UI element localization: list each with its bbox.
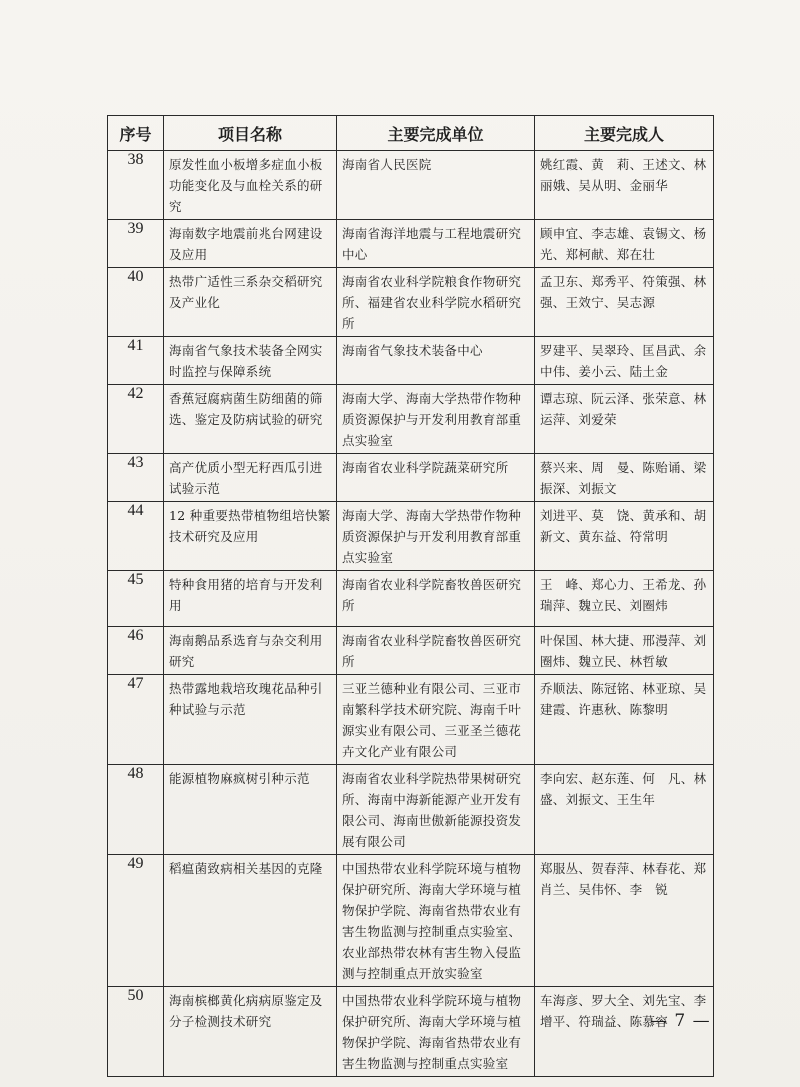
- row-number: 42: [108, 385, 164, 454]
- table-row: [108, 454, 714, 502]
- project-cell: [164, 151, 337, 220]
- table-row: [108, 151, 714, 220]
- people-cell: [535, 765, 720, 855]
- table-row: [108, 337, 714, 385]
- people-cell: [535, 502, 714, 571]
- table-row: [108, 627, 714, 675]
- unit-name: 海南省农业科学院热带果树研究所、海南中海新能源产业开发有限公司、海南世傲新能源投资发展有限公司: [342, 771, 522, 849]
- table-row: [108, 675, 714, 765]
- header-project: 项目名称: [164, 116, 337, 151]
- unit-name: 海南省海洋地震与工程地震研究中心: [342, 226, 522, 262]
- row-number: 50: [108, 987, 164, 1077]
- unit-cell: [337, 151, 535, 220]
- unit-cell: [337, 627, 535, 675]
- unit-cell: [337, 454, 535, 502]
- table-row: [108, 502, 714, 571]
- row-number: 38: [108, 151, 164, 220]
- header-index: 序号: [108, 116, 164, 151]
- people-cell: [535, 627, 714, 675]
- project-cell: [164, 627, 337, 675]
- unit-cell: [337, 987, 535, 1077]
- project-name: 特种食用猪的培育与开发利用: [169, 577, 323, 613]
- project-cell: [164, 571, 337, 627]
- people-names: 王 峰、郑心力、王希龙、孙瑞萍、魏立民、刘圈炜: [540, 577, 707, 613]
- row-number: 43: [108, 454, 164, 502]
- unit-name: 海南省农业科学院蔬菜研究所: [342, 460, 509, 475]
- row-number: 40: [108, 268, 164, 337]
- project-cell: [164, 337, 337, 385]
- project-name: 海南鹅品系选育与杂交利用研究: [169, 633, 323, 669]
- project-cell: [164, 502, 337, 571]
- header-unit: 主要完成单位: [337, 116, 535, 151]
- table-row: [108, 220, 714, 268]
- people-names: 叶保国、林大捷、邢漫萍、刘圈炜、魏立民、林哲敏: [540, 633, 707, 669]
- unit-name: 海南省人民医院: [342, 157, 432, 172]
- row-number: 48: [108, 765, 164, 855]
- people-names: 蔡兴来、周 曼、陈贻诵、梁振深、刘振文: [540, 460, 707, 496]
- project-name: 原发性血小板增多症血小板功能变化及与血栓关系的研究: [169, 157, 323, 214]
- row-number: 44: [108, 502, 164, 571]
- project-name: 香蕉冠腐病菌生防细菌的筛选、鉴定及防病试验的研究: [169, 391, 323, 427]
- people-cell: [535, 454, 714, 502]
- table-row: [108, 571, 714, 627]
- awards-table: [107, 115, 720, 1077]
- project-name: 12 种重要热带植物组培快繁技术研究及应用: [169, 508, 331, 544]
- people-names: 罗建平、吴翠玲、匡昌武、余中伟、姜小云、陆土金: [540, 343, 707, 379]
- project-cell: [164, 454, 337, 502]
- row-number: 39: [108, 220, 164, 268]
- project-name: 热带广适性三系杂交稻研究及产业化: [169, 274, 323, 310]
- row-number: 47: [108, 675, 164, 765]
- project-name: 海南数字地震前兆台网建设及应用: [169, 226, 323, 262]
- table-row: [108, 268, 714, 337]
- people-names: 车海彦、罗大全、刘先宝、李增平、符瑞益、陈慕容: [540, 993, 707, 1029]
- people-names: 孟卫东、郑秀平、符策强、林 强、王效宁、吴志源: [540, 274, 720, 310]
- people-cell: [535, 571, 714, 627]
- people-names: 刘进平、莫 饶、黄承和、胡新文、黄东益、符常明: [540, 508, 707, 544]
- table-row: [108, 855, 714, 987]
- unit-cell: [337, 268, 535, 337]
- table-row: [108, 385, 714, 454]
- unit-cell: [337, 675, 535, 765]
- people-names: 郑服丛、贺春萍、林春花、郑肖兰、吴伟怀、李 锐: [540, 861, 707, 897]
- unit-name: 海南省气象技术装备中心: [342, 343, 483, 358]
- row-number: 49: [108, 855, 164, 987]
- header-people: 主要完成人: [535, 116, 714, 151]
- people-names: 乔顺法、陈冠铭、林亚琼、吴建霞、许惠秋、陈黎明: [540, 681, 707, 717]
- unit-cell: [337, 337, 535, 385]
- row-number: 45: [108, 571, 164, 627]
- unit-cell: [337, 855, 535, 987]
- table-row: [108, 765, 714, 855]
- project-name: 热带露地栽培玫瑰花品种引种试验与示范: [169, 681, 323, 717]
- table-header-row: [108, 116, 714, 151]
- people-cell: [535, 987, 714, 1077]
- project-name: 海南省气象技术装备全网实时监控与保障系统: [169, 343, 323, 379]
- people-names: 李向宏、赵东莲、何 凡、林 盛、刘振文、王生年: [540, 771, 720, 807]
- project-cell: [164, 268, 337, 337]
- unit-cell: [337, 502, 535, 571]
- unit-name: 海南大学、海南大学热带作物种质资源保护与开发利用教育部重点实验室: [342, 508, 522, 565]
- project-name: 海南槟榔黄化病病原鉴定及分子检测技术研究: [169, 993, 323, 1029]
- unit-cell: [337, 571, 535, 627]
- people-cell: [535, 675, 714, 765]
- people-cell: [535, 151, 714, 220]
- unit-cell: [337, 220, 535, 268]
- people-names: 谭志琼、阮云泽、张荣意、林运萍、刘爱荣: [540, 391, 707, 427]
- page-number: — 7 —: [650, 1011, 711, 1031]
- unit-cell: [337, 385, 535, 454]
- project-cell: [164, 385, 337, 454]
- people-cell: [535, 855, 714, 987]
- project-cell: [164, 675, 337, 765]
- project-cell: [164, 855, 337, 987]
- people-names: 顾申宜、李志雄、袁锡文、杨 光、郑柯献、郑在壮: [540, 226, 720, 262]
- unit-name: 海南省农业科学院粮食作物研究所、福建省农业科学院水稻研究所: [342, 274, 522, 331]
- row-number: 41: [108, 337, 164, 385]
- project-cell: [164, 987, 337, 1077]
- people-cell: [535, 220, 720, 268]
- project-name: 能源植物麻疯树引种示范: [169, 771, 310, 786]
- people-names: 姚红霞、黄 莉、王述文、林丽娥、吴从明、金丽华: [540, 157, 707, 193]
- unit-name: 中国热带农业科学院环境与植物保护研究所、海南大学环境与植物保护学院、海南省热带农业有害生物监测与控制重点实验室、农业部热带农林有害生物入侵监测与控制重点开放实验室: [342, 861, 522, 981]
- project-cell: [164, 765, 337, 855]
- people-cell: [535, 385, 714, 454]
- people-cell: [535, 268, 720, 337]
- unit-cell: [337, 765, 535, 855]
- row-number: 46: [108, 627, 164, 675]
- people-cell: [535, 337, 714, 385]
- project-cell: [164, 220, 337, 268]
- unit-name: 海南省农业科学院畜牧兽医研究所: [342, 633, 522, 669]
- unit-name: 海南大学、海南大学热带作物种质资源保护与开发利用教育部重点实验室: [342, 391, 522, 448]
- unit-name: 三亚兰德种业有限公司、三亚市南繁科学技术研究院、海南千叶源实业有限公司、三亚圣兰德花卉文化产业有限公司: [342, 681, 522, 759]
- unit-name: 中国热带农业科学院环境与植物保护研究所、海南大学环境与植物保护学院、海南省热带农业有害生物监测与控制重点实验室: [342, 993, 522, 1071]
- unit-name: 海南省农业科学院畜牧兽医研究所: [342, 577, 522, 613]
- project-name: 稻瘟菌致病相关基因的克隆: [169, 861, 323, 876]
- project-name: 高产优质小型无籽西瓜引进试验示范: [169, 460, 323, 496]
- table-row: [108, 987, 714, 1077]
